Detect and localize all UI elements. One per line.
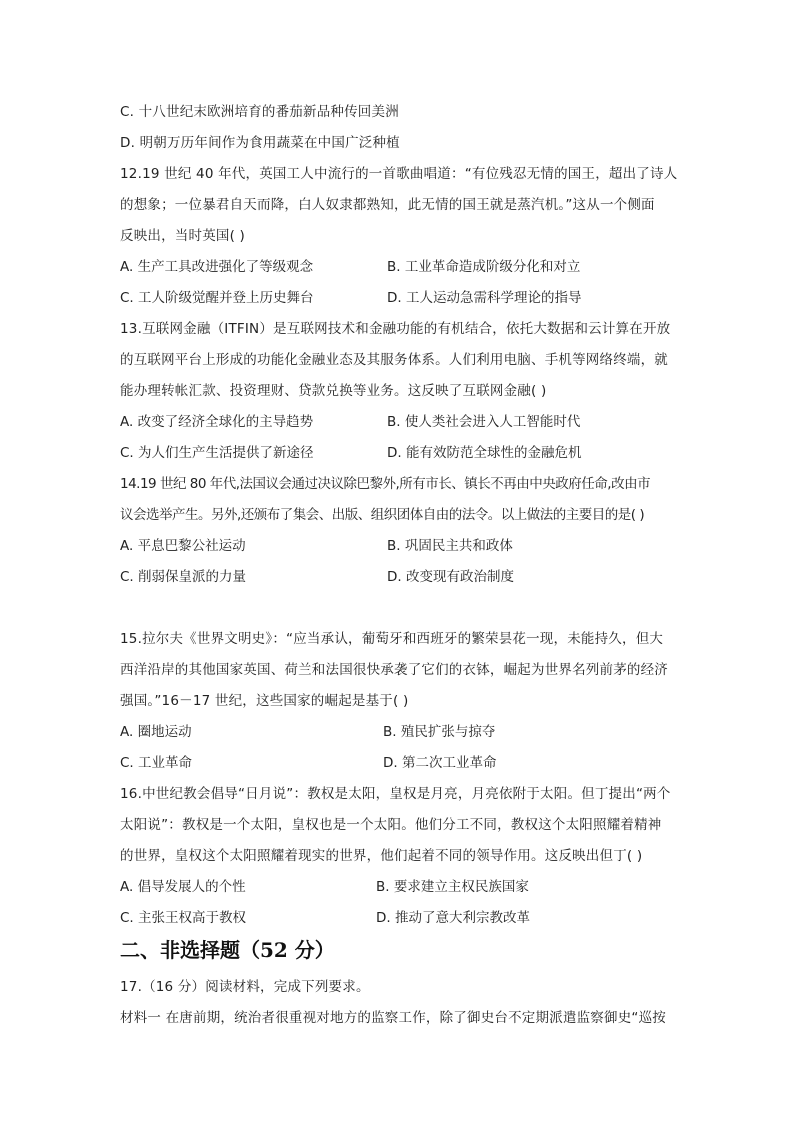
q15-option-b: B. 殖民扩张与掠夺 <box>383 724 496 740</box>
q16-option-d: D. 推动了意大利宗教改革 <box>376 910 530 926</box>
q12-stem-line-3: 反映出，当时英国( ) <box>120 228 246 244</box>
q14-option-b: B. 巩固民主共和政体 <box>387 538 513 554</box>
q15-option-a: A. 圈地运动 <box>120 724 192 740</box>
q13-option-c: C. 为人们生产生活提供了新途径 <box>120 445 314 461</box>
q15-option-c: C. 工业革命 <box>120 755 193 771</box>
q13-option-d: D. 能有效防范全球性的金融危机 <box>387 445 582 461</box>
q13-stem-line-1: 13.互联网金融（ITFIN）是互联网技术和金融功能的有机结合，依托大数据和云计算在开放 <box>120 321 671 337</box>
q12-option-c: C. 工人阶级觉醒并登上历史舞台 <box>120 290 314 306</box>
q15-option-d: D. 第二次工业革命 <box>383 755 497 771</box>
q14-stem-line-1: 14.19 世纪 80 年代,法国议会通过决议除巴黎外,所有市长、镇长不再由中央政府任命,改由市 <box>120 476 651 492</box>
q13-stem-line-3: 能办理转帐汇款、投资理财、贷款兑换等业务。这反映了互联网金融( ) <box>120 383 547 399</box>
q13-option-b: B. 使人类社会进入人工智能时代 <box>387 414 581 430</box>
q14-option-a: A. 平息巴黎公社运动 <box>120 538 246 554</box>
q14-stem-line-2: 议会选举产生。另外,还颁布了集会、出版、组织团体自由的法令。以上做法的主要目的是( ) <box>120 507 645 523</box>
q13-option-a: A. 改变了经济全球化的主导趋势 <box>120 414 314 430</box>
q14-option-c: C. 削弱保皇派的力量 <box>120 569 247 585</box>
q11-option-d: D. 明朝万历年间作为食用蔬菜在中国广泛种植 <box>120 135 400 151</box>
q12-option-b: B. 工业革命造成阶级分化和对立 <box>387 259 581 275</box>
q15-stem-line-3: 强国。”16－17 世纪，这些国家的崛起是基于( ) <box>120 693 409 709</box>
section-heading-non-choice: 二、非选择题（52 分） <box>120 938 335 962</box>
q12-stem-line-1: 12.19 世纪 40 年代，英国工人中流行的一首歌曲唱道：“有位残忍无情的国王，超出了诗人 <box>120 166 678 182</box>
q16-option-c: C. 主张王权高于教权 <box>120 910 247 926</box>
q15-stem-line-2: 西洋沿岸的其他国家英国、荷兰和法国很快承袭了它们的衣钵，崛起为世界名列前茅的经济 <box>120 662 668 678</box>
q16-stem-line-3: 的世界，皇权这个太阳照耀着现实的世界，他们起着不同的领导作用。这反映出但丁( ) <box>120 848 643 864</box>
q12-stem-line-2: 的想象；一位暴君自天而降，白人奴隶都熟知，此无情的国王就是蒸汽机。”这从一个侧面 <box>120 197 655 213</box>
q13-stem-line-2: 的互联网平台上形成的功能化金融业态及其服务体系。人们利用电脑、手机等网络终端，就 <box>120 352 668 368</box>
q11-option-c: C. 十八世纪末欧洲培育的番茄新品种传回美洲 <box>120 104 399 120</box>
q16-stem-line-2: 太阳说”：教权是一个太阳，皇权也是一个太阳。他们分工不同，教权这个太阳照耀着精神 <box>120 817 662 833</box>
q17-instruction: 17.（16 分）阅读材料，完成下列要求。 <box>120 979 370 995</box>
q12-option-a: A. 生产工具改进强化了等级观念 <box>120 259 314 275</box>
q14-option-d: D. 改变现有政治制度 <box>387 569 514 585</box>
q15-stem-line-1: 15.拉尔夫《世界文明史》：“应当承认，葡萄牙和西班牙的繁荣昙花一现，未能持久，但大 <box>120 631 664 647</box>
q12-option-d: D. 工人运动急需科学理论的指导 <box>387 290 582 306</box>
q17-material-1: 材料一 在唐前期，统治者很重视对地方的监察工作，除了御史台不定期派遣监察御史“巡按 <box>120 1010 666 1026</box>
q16-stem-line-1: 16.中世纪教会倡导“日月说”：教权是太阳，皇权是月亮，月亮依附于太阳。但丁提出“两个 <box>120 786 671 802</box>
q16-option-a: A. 倡导发展人的个性 <box>120 879 246 895</box>
q16-option-b: B. 要求建立主权民族国家 <box>376 879 529 895</box>
